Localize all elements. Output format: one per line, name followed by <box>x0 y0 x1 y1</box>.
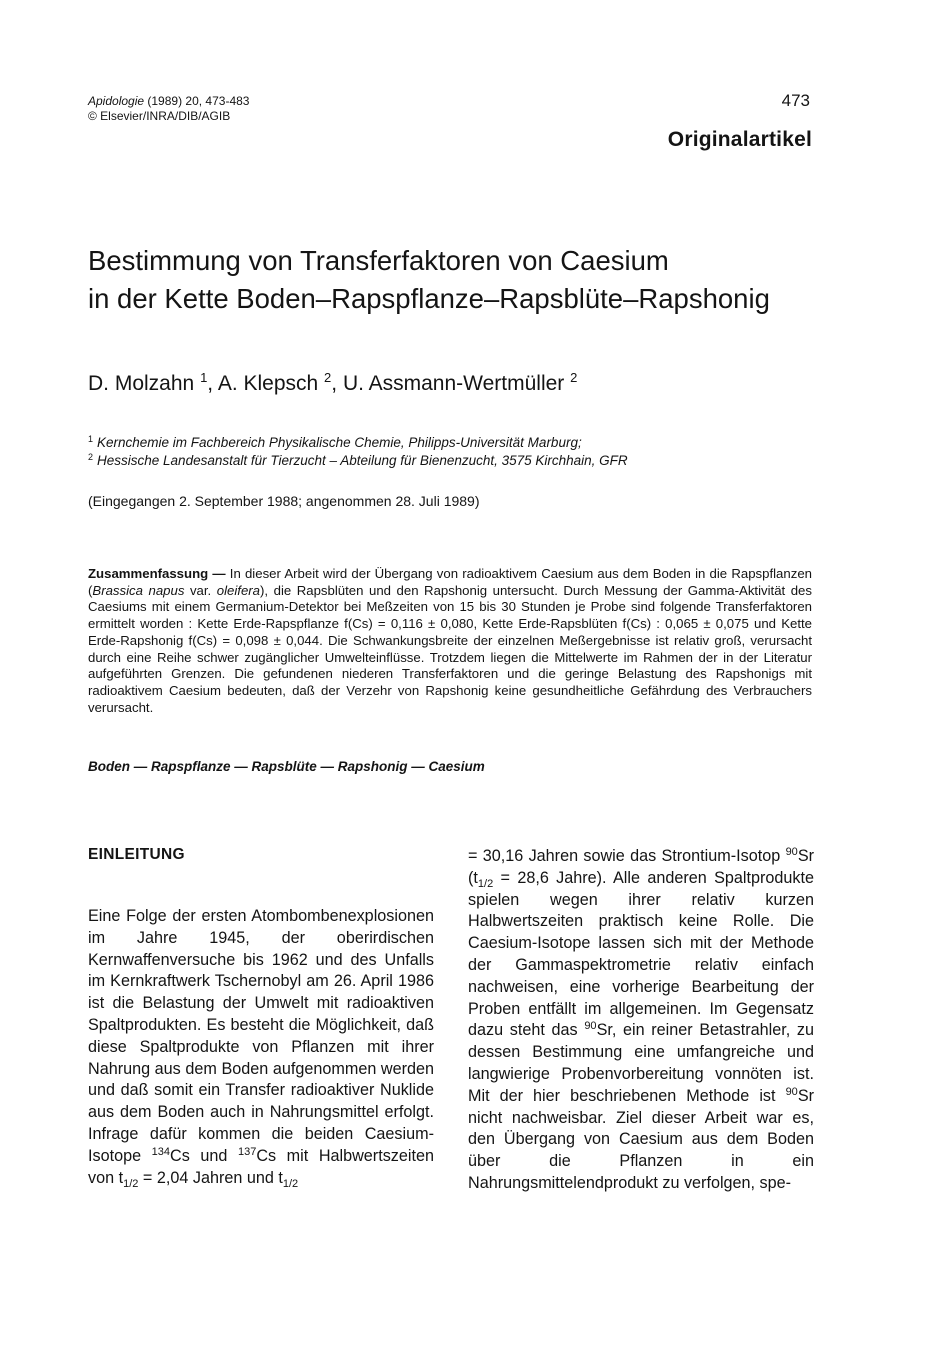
abstract-text: var. <box>184 582 217 598</box>
author-name: U. Assmann-Wertmüller <box>342 372 565 395</box>
species-variety: oleifera <box>216 582 261 598</box>
isotope-mass: 90 <box>785 846 798 858</box>
citation: (1989) 20, 473-483 <box>147 94 250 108</box>
paper-title <box>88 242 848 318</box>
author-affiliation-mark: 2 <box>570 370 578 385</box>
body-text: Sr, ein reiner Betastrahler, zu dessen Bestimmung eine umfangreiche und langwierige Probenvorbereitung vonnöten ist. Mit der hier beschriebenen Methode ist <box>468 1021 814 1105</box>
affiliation-text: Hessische Landesanstalt für Tierzucht – Abteilung für Bienenzucht, 3575 Kirchhain, GFR <box>97 453 628 468</box>
affiliation-item <box>88 452 828 470</box>
body-text: Cs mit Halbwertszeiten von t <box>88 1146 434 1187</box>
copyright: © Elsevier/INRA/DIB/AGIB <box>88 109 231 123</box>
affiliation-number: 2 <box>88 452 94 462</box>
abstract-label: Zusammenfassung — <box>88 566 226 581</box>
affiliation-item <box>88 434 828 452</box>
title-line-2: in der Kette Boden–Rapspflanze–Rapsblüte–Rapshonig <box>88 283 770 314</box>
abstract <box>88 566 812 716</box>
journal-name: Apidologie <box>88 94 145 108</box>
section-heading: EINLEITUNG <box>88 846 185 863</box>
isotope-mass: 90 <box>584 1020 597 1033</box>
body-column-left <box>88 906 434 1189</box>
body-text: Cs und <box>170 1146 238 1165</box>
affiliation-number: 1 <box>88 434 94 444</box>
affiliations <box>88 434 828 470</box>
half-life-subscript: 1/2 <box>282 1177 299 1190</box>
author-list: D. Molzahn $^1$, A. Klepsch $^2$, U. Assmann-Wertmüller $^2$ <box>88 370 578 395</box>
species-genus: Brassica napus <box>92 582 185 598</box>
keywords: Boden — Rapspflanze — Rapsblüte — Rapshonig — Caesium <box>88 759 485 774</box>
isotope-mass: 90 <box>785 1085 798 1098</box>
half-life-subscript: 1/2 <box>123 1177 139 1190</box>
body-text: = 28,6 Jahre). Alle anderen Spaltprodukte spielen wegen ihrer relativ kurzen Halbwertszeiten praktisch keine Rolle. Die Caesium-Isotope lassen sich mit der Methode der Gammaspektrometrie relativ einfach nachweisen, eine vorherige Bearbeitung der Proben entfällt im allgemeinen. Im Gegensatz dazu steht das <box>468 868 814 1040</box>
abstract-text: In dieser Arbeit wird der Übergang von radioaktivem Caesium aus dem Boden in die Rapspflanzen ( <box>88 566 812 598</box>
author-name: D. Molzahn <box>88 372 195 395</box>
affiliation-text: Kernchemie im Fachbereich Physikalische Chemie, Philipps-Universität Marburg; <box>97 435 582 450</box>
isotope-mass: 137 <box>237 1145 257 1158</box>
body-text: = 30,16 Jahren sowie das Strontium-Isotop <box>468 847 786 865</box>
journal-citation <box>88 94 249 124</box>
title-line-1: Bestimmung von Transferfaktoren von Caesium <box>88 245 669 276</box>
author-affiliation-mark: 2 <box>324 370 332 385</box>
article-type: Originalartikel <box>667 128 812 151</box>
body-text: Eine Folge der ersten Atombombenexplosionen im Jahre 1945, der oberirdischen Kernwaffenversuche bis 1962 und des Unfalls im Kernkraftwerk Tschernobyl am 26. April 1986 ist die Belastung der Umwelt mit radioaktiven Spaltprodukten. Es besteht die Möglichkeit, daß diese Spaltprodukte von Pflanzen mit ihrer Nahrung aus dem Boden aufgenommen werden und daß somit ein Transfer radioaktiver Nuklide aus dem Boden auch in Nahrungsmittel erfolgt. Infrage dafür kommen die beiden Caesium-Isotope <box>88 907 434 1165</box>
body-text: = 2,04 Jahren und t <box>138 1168 283 1187</box>
abstract-text: ), die Rapsblüten und den Rapshonig untersucht. Durch Messung der Gamma-Aktivität des Caesiums mit einem Germanium-Detektor bei Meßzeiten von 15 bis 30 Stunden je Probe sind folgende Transferfaktoren ermittelt worden : Kette Erde-Rapspflanze f(Cs) = 0,116 ± 0,080, Kette Erde-Rapsblüten f(Cs) : 0,065 ± 0,075 und Kette Erde-Rapshonig f(Cs) = 0,098 ± 0,044. Die Schwankungsbreite der einzelnen Meßergebnisse ist relativ groß, verursacht durch eine Reihe schwer zugänglicher Umwelteinflüsse. Trotzdem liegen die Mittelwerte im Rahmen der in der Literatur aufgeführten Grenzen. Die gefundenen niederen Transferfaktoren und die geringe Belastung des Rapshonigs mit radioaktivem Caesium bedeuten, daß der Verzehr von Rapshonig keine gesundheitliche Gefährdung des Verbrauchers verursacht. <box>88 582 812 715</box>
author-name: A. Klepsch <box>217 372 319 395</box>
body-text: Sr (t <box>468 847 814 887</box>
body-text: Sr nicht nachweisbar. Ziel dieser Arbeit war es, den Übergang von Caesium aus dem Boden über die Pflanzen in ein Nahrungsmittelendprodukt zu verfolgen, spe- <box>468 1086 814 1192</box>
received-dates: (Eingegangen 2. September 1988; angenommen 28. Juli 1989) <box>88 493 480 509</box>
half-life-subscript: 1/2 <box>477 877 494 890</box>
isotope-mass: 134 <box>151 1145 171 1158</box>
page-number: 473 <box>781 91 810 110</box>
body-column-right <box>468 846 814 1195</box>
author-affiliation-mark: 1 <box>200 370 208 385</box>
